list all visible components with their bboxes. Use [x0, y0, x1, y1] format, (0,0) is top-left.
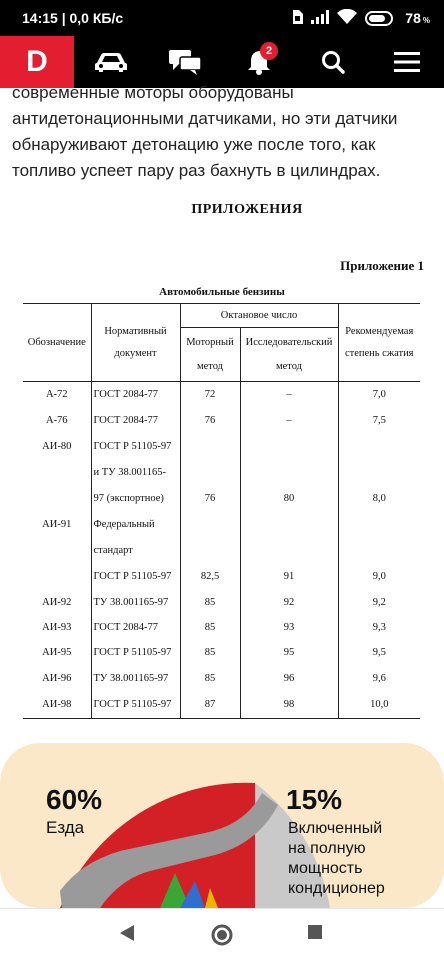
- car-icon[interactable]: [94, 46, 128, 78]
- table-row: [23, 666, 420, 691]
- cell-doc: и ТУ 38.001165-: [91, 460, 180, 486]
- cell-designation: АИ-95: [23, 640, 91, 666]
- infographic-svg: [0, 743, 444, 908]
- cell-research: 95: [240, 640, 338, 666]
- right-label-4: кондиционер: [288, 880, 385, 897]
- right-label-3: мощность: [288, 860, 363, 877]
- status-bar: [0, 0, 444, 36]
- search-icon[interactable]: [316, 46, 350, 78]
- recents-icon[interactable]: [306, 923, 324, 941]
- cell-doc: ТУ 38.001165-97: [91, 590, 180, 615]
- cell-doc: стандарт: [91, 538, 180, 564]
- cell-compression: 8,0: [372, 493, 386, 504]
- cell-compression: 9,2: [372, 596, 386, 608]
- right-label-2: на полную: [288, 840, 366, 857]
- cell-compression: [338, 512, 420, 538]
- header-designation: Обозначение: [23, 304, 91, 382]
- cell-motor: [180, 460, 240, 486]
- header-motor: Моторный метод: [180, 328, 240, 382]
- cell-doc: ГОСТ 2084-77: [91, 382, 180, 408]
- bell-icon[interactable]: [242, 46, 276, 78]
- appendix-scan-image: [0, 190, 444, 730]
- cell-motor: [180, 512, 240, 538]
- table-row: [23, 564, 420, 590]
- cell-compression: 9,6: [372, 672, 386, 684]
- cell-designation: АИ-98: [23, 691, 91, 719]
- cell-motor: 85: [180, 590, 240, 615]
- cell-motor: 76: [180, 408, 240, 434]
- header-octane: Октановое число: [180, 304, 338, 328]
- cell-doc: ГОСТ 2084-77: [91, 615, 180, 640]
- back-icon[interactable]: [118, 923, 136, 943]
- cell-research: –: [240, 408, 338, 434]
- cell-designation: АИ-93: [23, 615, 91, 640]
- cell-doc: ГОСТ Р 51105-97: [91, 691, 180, 719]
- article-paragraph: современные моторы оборудованы антидетонационными датчиками, но эти датчики обнаруживают детонацию уже после того, как топливо успеет пару раз бахнуть в цилиндрах.: [12, 83, 398, 180]
- cell-designation: АИ-91: [23, 512, 91, 538]
- appendix-heading: ПРИЛОЖЕНИЯ: [191, 202, 303, 217]
- cell-compression: 9,3: [372, 621, 386, 633]
- cell-designation: АИ-92: [23, 590, 91, 615]
- table-row: [23, 691, 420, 719]
- cell-designation: АИ-80: [23, 434, 91, 460]
- cell-compression: 7,5: [372, 415, 386, 426]
- cell-doc: ГОСТ Р 51105-97: [91, 640, 180, 666]
- cell-doc: 97 (экспортное): [91, 486, 180, 512]
- drive2-logo[interactable]: D: [0, 36, 74, 88]
- header-research: Исследовательский метод: [240, 328, 338, 382]
- table-row: [23, 538, 420, 564]
- cell-research: 91: [240, 564, 338, 590]
- right-percent: 15%: [286, 784, 343, 815]
- cell-designation: А-76: [23, 408, 91, 434]
- table-row: [23, 640, 420, 666]
- cell-research: 98: [240, 691, 338, 719]
- header-compression: Рекомендуемая степень сжатия: [338, 304, 420, 382]
- cell-compression: 9,5: [372, 647, 386, 658]
- table-row: [23, 615, 420, 640]
- cell-designation: [23, 460, 91, 486]
- cell-research: 93: [240, 615, 338, 640]
- sim-icon: [291, 10, 303, 27]
- cell-motor: 72: [180, 382, 240, 408]
- cell-designation: А-72: [23, 382, 91, 408]
- cell-research: 92: [240, 590, 338, 615]
- cell-doc: ГОСТ Р 51105-97: [91, 434, 180, 460]
- cell-research: –: [240, 382, 338, 408]
- cell-research: 96: [240, 666, 338, 691]
- cell-motor: 76: [180, 486, 240, 512]
- fuel-consumption-infographic: [0, 743, 444, 908]
- table-row: [23, 486, 420, 512]
- table-caption: Автомобильные бензины: [159, 286, 285, 298]
- cell-compression: [338, 538, 420, 564]
- cell-research: [240, 538, 338, 564]
- cell-doc: ГОСТ 2084-77: [91, 408, 180, 434]
- cell-compression: 9,0: [372, 571, 386, 582]
- header-doc: Нормативный документ: [91, 304, 180, 382]
- cell-motor: 87: [180, 691, 240, 719]
- cell-motor: 82,5: [180, 564, 240, 590]
- menu-icon[interactable]: [390, 46, 424, 78]
- cell-research: [240, 434, 338, 460]
- table-row: [23, 382, 420, 408]
- table-row: [23, 460, 420, 486]
- appendix-number: Приложение 1: [340, 258, 424, 273]
- table-row: [23, 590, 420, 615]
- signal-icon: [311, 10, 329, 27]
- cell-doc: ГОСТ Р 51105-97: [91, 564, 180, 590]
- cell-motor: [180, 434, 240, 460]
- left-label: Езда: [46, 818, 85, 837]
- cell-motor: 85: [180, 666, 240, 691]
- cell-compression: 7,0: [372, 389, 386, 401]
- cell-compression: [338, 460, 420, 486]
- cell-research: 80: [240, 486, 338, 512]
- cell-designation: АИ-96: [23, 666, 91, 691]
- cell-doc: ТУ 38.001165-97: [91, 666, 180, 691]
- table-row: [23, 512, 420, 538]
- notification-badge: 2: [260, 42, 278, 60]
- cell-designation: [23, 486, 91, 512]
- status-time: 14:15 | 0,0 КБ/с: [22, 10, 124, 26]
- cell-research: [240, 512, 338, 538]
- home-icon[interactable]: [210, 923, 234, 947]
- cell-motor: [180, 538, 240, 564]
- left-percent: 60%: [46, 784, 103, 815]
- wifi-icon: [337, 9, 357, 27]
- battery-icon: [365, 11, 393, 26]
- cell-doc: Федеральный: [91, 512, 180, 538]
- right-label-1: Включенный: [288, 820, 383, 837]
- table-row: [23, 434, 420, 460]
- cell-research: [240, 460, 338, 486]
- table-row: [23, 408, 420, 434]
- messages-icon[interactable]: [168, 46, 202, 78]
- cell-compression: 10,0: [338, 691, 420, 719]
- cell-compression: [338, 434, 420, 460]
- cell-motor: 85: [180, 640, 240, 666]
- gasoline-table: [23, 303, 420, 719]
- cell-designation: [23, 564, 91, 590]
- battery-percent: 78 %: [405, 10, 430, 26]
- cell-designation: [23, 538, 91, 564]
- system-nav-bar: [0, 908, 444, 961]
- status-icons: [291, 9, 430, 27]
- cell-motor: 85: [180, 615, 240, 640]
